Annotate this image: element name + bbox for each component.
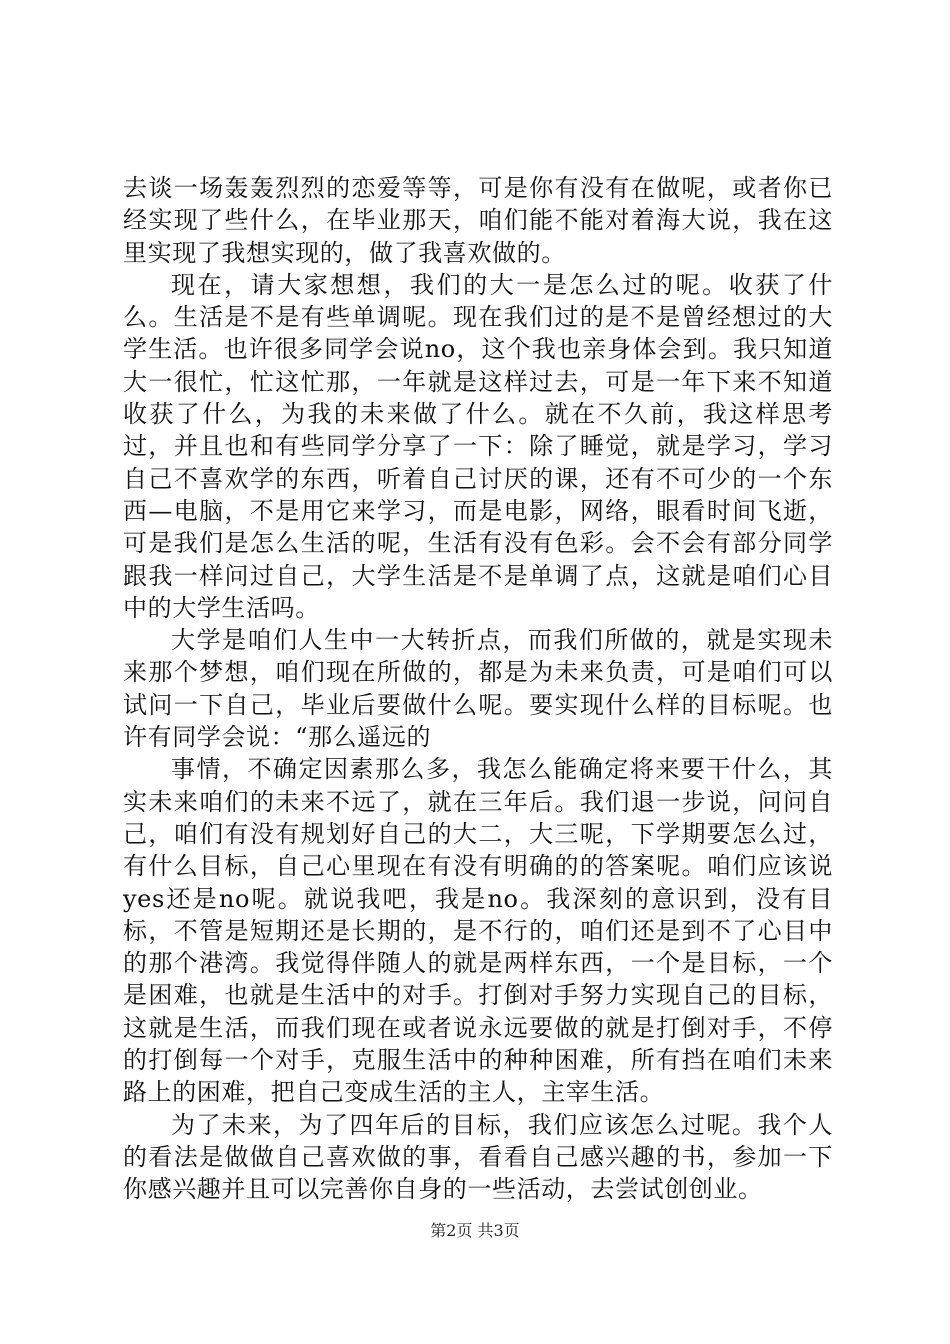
paragraph-1: 去谈一场轰轰烈烈的恋爱等等，可是你有没有在做呢，或者你已经实现了些什么，在毕业那天，咱们能不能对着海大说，我在这里实现了我想实现的，做了我喜欢做的。 <box>123 174 833 267</box>
document-body <box>123 172 833 1206</box>
page-footer: 第2页 共3页 <box>430 1221 520 1240</box>
paragraph-3: 大学是咱们人生中一大转折点，而我们所做的，就是实现未来那个梦想，咱们现在所做的，都是为未来负责，可是咱们可以试问一下自己，毕业后要做什么呢。要实现什么样的目标呢。也许有同学会说：“那么遥远的 <box>123 626 833 752</box>
paragraph-2: 现在，请大家想想，我们的大一是怎么过的呢。收获了什么。生活是不是有些单调呢。现在我们过的是不是曾经想过的大学生活。也许很多同学会说no，这个我也亲身体会到。我只知道大一很忙，忙这忙那，一年就是这样过去，可是一年下来不知道收获了什么，为我的未来做了什么。就在不久前，我这样思考过，并且也和有些同学分享了一下：除了睡觉，就是学习，学习自己不喜欢学的东西，听着自己讨厌的课，还有不可少的一个东西—电脑，不是用它来学习，而是电影，网络，眼看时间飞逝，可是我们是怎么生活的呢，生活有没有色彩。会不会有部分同学跟我一样问过自己，大学生活是不是单调了点，这就是咱们心目中的大学生活吗。 <box>123 270 833 622</box>
paragraph-5: 为了未来，为了四年后的目标，我们应该怎么过呢。我个人的看法是做做自己喜欢做的事，看看自己感兴趣的书，参加一下你感兴趣并且可以完善你自身的一些活动，去尝试创创业。 <box>123 1110 833 1204</box>
paragraph-4: 事情，不确定因素那么多，我怎么能确定将来要干什么，其实未来咱们的未来不远了，就在三年后。我们退一步说，问问自己，咱们有没有规划好自己的大二，大三呢，下学期要怎么过，有什么目标，自己心里现在有没有明确的的答案呢。咱们应该说yes还是no呢。就说我吧，我是no。我深刻的意识到，没有目标，不管是短期还是长期的，是不行的，咱们还是到不了心目中的那个港湾。我觉得伴随人的就是两样东西，一个是目标，一个是困难，也就是生活中的对手。打倒对手努力实现自己的目标，这就是生活，而我们现在或者说永远要做的就是打倒对手，不停的打倒每一个对手，克服生活中的种种困难，所有挡在咱们未来路上的困难，把自己变成生活的主人，主宰生活。 <box>123 755 833 1107</box>
